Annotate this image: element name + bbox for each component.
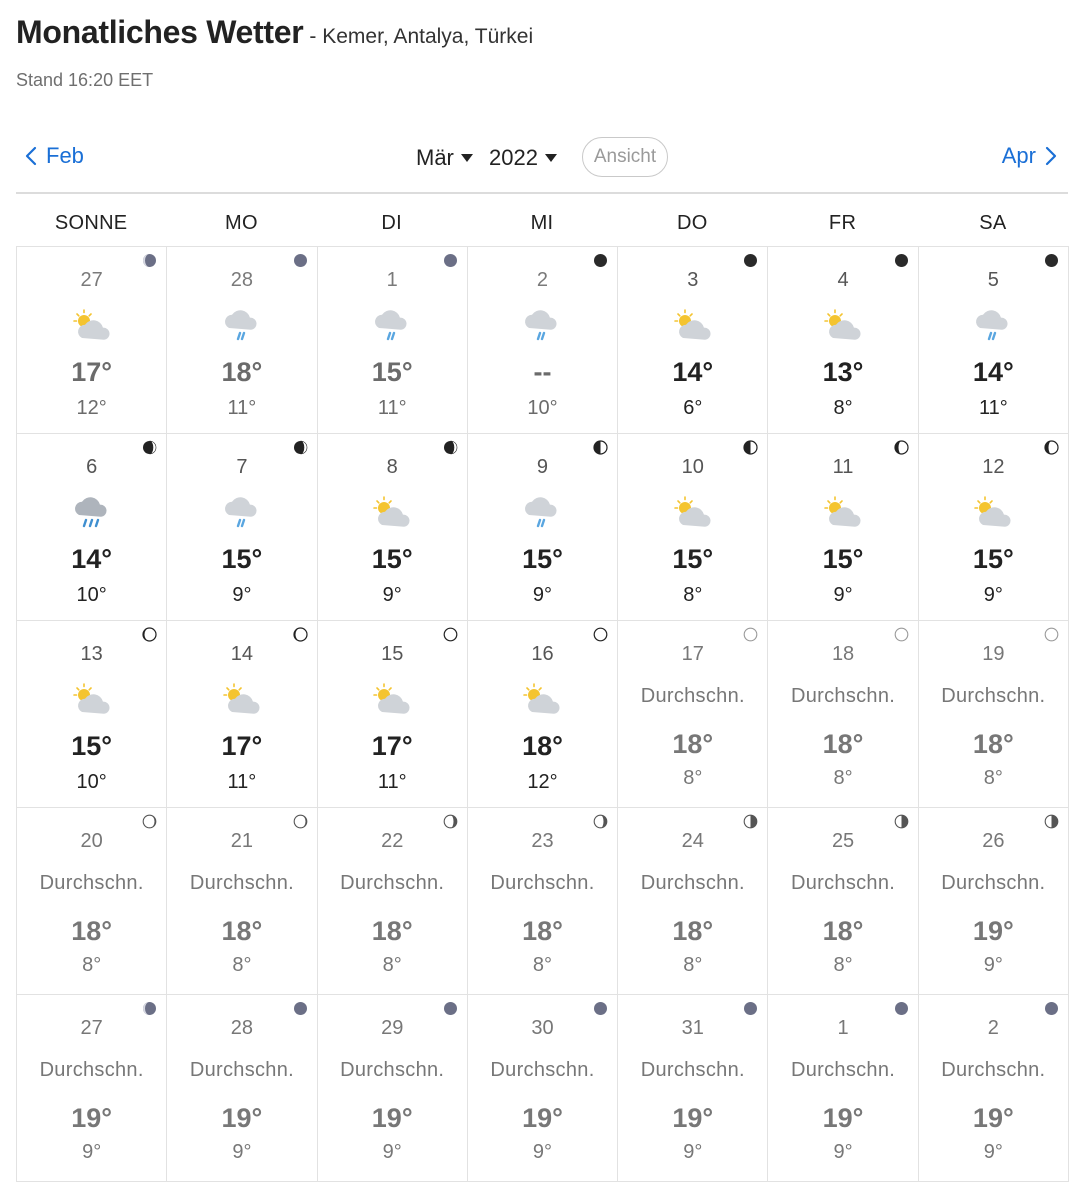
high-temp: 19° (972, 1103, 1014, 1133)
moon-phase-icon (142, 1001, 157, 1016)
low-temp: 8° (833, 397, 853, 419)
moon-phase-icon (293, 1001, 308, 1016)
moon-phase-icon (443, 814, 458, 829)
average-label: Durchschn. (490, 872, 595, 894)
day-number: 2 (987, 1017, 999, 1039)
low-temp: 9° (382, 584, 402, 606)
day-number: 1 (386, 269, 398, 291)
moon-phase-icon (1044, 814, 1059, 829)
page-header (16, 14, 533, 51)
high-temp: 18° (672, 916, 714, 946)
high-temp: 15° (822, 544, 864, 574)
day-number: 28 (230, 1017, 254, 1039)
prev-month-link[interactable] (22, 143, 84, 169)
moon-phase-icon (593, 253, 608, 268)
low-temp: 9° (833, 584, 853, 606)
moon-phase-icon (293, 627, 308, 642)
day-cell[interactable] (618, 247, 768, 434)
moon-phase-icon (443, 440, 458, 455)
day-number: 9 (536, 456, 549, 478)
day-cell[interactable] (468, 621, 618, 808)
low-temp: 9° (82, 1141, 102, 1163)
high-temp: 15° (371, 544, 413, 574)
moon-phase-icon (894, 814, 909, 829)
day-cell[interactable] (17, 247, 167, 434)
average-label: Durchschn. (340, 872, 445, 894)
low-temp: 8° (232, 954, 252, 976)
day-cell[interactable] (318, 621, 468, 808)
moon-phase-icon (443, 627, 458, 642)
high-temp: 18° (221, 916, 263, 946)
day-cell[interactable] (17, 621, 167, 808)
day-number: 24 (681, 830, 704, 852)
day-cell[interactable] (768, 995, 918, 1182)
low-temp: 9° (532, 584, 553, 606)
high-temp: 18° (822, 916, 864, 946)
high-temp: 18° (371, 916, 413, 946)
moon-phase-icon (894, 627, 909, 642)
low-temp: 10° (76, 771, 107, 793)
moon-phase-icon (743, 1001, 758, 1016)
high-temp: 14° (672, 357, 714, 387)
rain-icon (370, 307, 414, 345)
day-number: 21 (230, 830, 254, 852)
day-cell[interactable] (768, 434, 918, 621)
day-number: 31 (681, 1017, 704, 1039)
day-number: 7 (236, 456, 248, 478)
day-number: 14 (230, 643, 254, 665)
day-cell[interactable] (768, 808, 918, 995)
average-label: Durchschn. (39, 1059, 144, 1081)
low-temp: 9° (683, 1141, 703, 1163)
average-label: Durchschn. (640, 685, 745, 707)
caret-down-icon (460, 153, 474, 163)
day-cell[interactable] (919, 247, 1069, 434)
day-cell[interactable] (919, 621, 1069, 808)
low-temp: 9° (983, 584, 1003, 606)
low-temp: 8° (532, 954, 553, 976)
low-temp: 11° (377, 397, 407, 419)
average-label: Durchschn. (490, 1059, 595, 1081)
day-cell[interactable] (919, 808, 1069, 995)
rain-icon (971, 307, 1015, 345)
day-number: 30 (531, 1017, 554, 1039)
day-number: 17 (681, 643, 704, 665)
high-temp: 18° (672, 729, 714, 759)
low-temp: 11° (227, 771, 257, 793)
high-temp: 18° (822, 729, 864, 759)
moon-phase-icon (293, 253, 308, 268)
day-cell[interactable] (17, 995, 167, 1182)
high-temp: 19° (371, 1103, 413, 1133)
day-number: 27 (80, 1017, 103, 1039)
weekday-label: SA (979, 212, 1007, 234)
day-number: 5 (987, 269, 999, 291)
moon-phase-icon (293, 814, 308, 829)
low-temp: 9° (382, 1141, 402, 1163)
sun-cloud-icon (671, 307, 715, 345)
high-temp: 18° (71, 916, 113, 946)
low-temp: 8° (983, 767, 1003, 789)
moon-phase-icon (142, 814, 157, 829)
view-button[interactable]: Ansicht (582, 137, 668, 177)
sun-cloud-icon (671, 494, 715, 532)
day-number: 25 (831, 830, 855, 852)
year-select[interactable] (489, 145, 558, 171)
low-temp: 10° (527, 397, 558, 419)
day-cell[interactable] (468, 434, 618, 621)
low-temp: 10° (76, 584, 107, 606)
average-label: Durchschn. (941, 1059, 1046, 1081)
day-number: 10 (681, 456, 704, 478)
average-label: Durchschn. (790, 685, 896, 707)
high-temp: 19° (972, 916, 1014, 946)
sun-cloud-icon (370, 681, 414, 719)
day-cell[interactable] (618, 808, 768, 995)
low-temp: 11° (377, 771, 407, 793)
average-label: Durchschn. (790, 872, 896, 894)
next-month-label: Apr (1001, 143, 1036, 168)
day-cell[interactable] (468, 247, 618, 434)
sun-cloud-icon (520, 681, 564, 719)
caret-down-icon (544, 153, 558, 163)
low-temp: 12° (527, 771, 558, 793)
day-cell[interactable] (618, 995, 768, 1182)
weekday-label: SONNE (54, 212, 128, 234)
low-temp: 9° (232, 584, 252, 606)
day-number: 6 (86, 456, 98, 478)
low-temp: 8° (683, 767, 703, 789)
rain-icon (520, 494, 564, 532)
low-temp: 9° (833, 1141, 853, 1163)
moon-phase-icon (1044, 440, 1059, 455)
chevron-right-icon (1042, 145, 1060, 167)
sun-cloud-icon (971, 494, 1015, 532)
day-cell[interactable] (318, 434, 468, 621)
low-temp: 8° (382, 954, 402, 976)
moon-phase-icon (593, 440, 608, 455)
sun-cloud-icon (70, 681, 114, 719)
moon-phase-icon (743, 627, 758, 642)
low-temp: 12° (76, 397, 107, 419)
average-label: Durchschn. (340, 1059, 445, 1081)
day-cell[interactable] (167, 995, 317, 1182)
day-cell[interactable] (768, 247, 918, 434)
heavy-rain-icon (70, 494, 114, 532)
day-cell[interactable] (17, 808, 167, 995)
weekday-label: DI (381, 212, 402, 234)
prev-month-label: Feb (46, 143, 84, 168)
low-temp: 9° (532, 1141, 553, 1163)
moon-phase-icon (142, 253, 157, 268)
moon-phase-icon (1044, 627, 1059, 642)
moon-phase-icon (293, 440, 308, 455)
high-temp: 17° (221, 731, 263, 761)
sun-cloud-icon (370, 494, 414, 532)
day-number: 22 (381, 830, 404, 852)
low-temp: 8° (833, 767, 853, 789)
moon-phase-icon (142, 627, 157, 642)
high-temp: 15° (221, 544, 263, 574)
moon-phase-icon (743, 814, 758, 829)
high-temp: 19° (71, 1103, 113, 1133)
day-number: 28 (230, 269, 254, 291)
day-number: 23 (531, 830, 554, 852)
day-cell[interactable] (318, 808, 468, 995)
rain-icon (220, 494, 264, 532)
sun-cloud-icon (70, 307, 114, 345)
high-temp: 18° (522, 731, 563, 761)
moon-phase-icon (743, 253, 758, 268)
sun-cloud-icon (821, 494, 865, 532)
day-cell[interactable] (468, 808, 618, 995)
year-select-value: 2022 (489, 145, 538, 170)
day-number: 4 (837, 269, 849, 291)
average-label: Durchschn. (941, 872, 1046, 894)
high-temp: 17° (71, 357, 113, 387)
moon-phase-icon (894, 440, 909, 455)
day-number: 26 (982, 830, 1005, 852)
high-temp: 18° (972, 729, 1014, 759)
day-number: 29 (381, 1017, 404, 1039)
high-temp: 19° (221, 1103, 263, 1133)
low-temp: 8° (683, 954, 703, 976)
day-cell[interactable] (167, 808, 317, 995)
day-cell[interactable] (167, 247, 317, 434)
day-number: 27 (80, 269, 103, 291)
high-temp: 18° (221, 357, 263, 387)
day-cell[interactable] (618, 621, 768, 808)
day-cell[interactable] (468, 995, 618, 1182)
high-temp: -- (533, 357, 552, 387)
high-temp: 13° (822, 357, 864, 387)
low-temp: 9° (232, 1141, 252, 1163)
high-temp: 19° (672, 1103, 714, 1133)
weekday-label: MO (225, 212, 258, 234)
day-number: 3 (687, 269, 699, 291)
day-cell[interactable] (167, 621, 317, 808)
day-number: 18 (831, 643, 855, 665)
average-label: Durchschn. (941, 685, 1046, 707)
high-temp: 17° (371, 731, 413, 761)
high-temp: 19° (522, 1103, 563, 1133)
moon-phase-icon (593, 814, 608, 829)
sun-cloud-icon (220, 681, 264, 719)
day-number: 19 (982, 643, 1005, 665)
weekday-label: DO (676, 212, 708, 234)
average-label: Durchschn. (640, 872, 745, 894)
moon-phase-icon (1044, 253, 1059, 268)
day-cell[interactable] (919, 434, 1069, 621)
moon-phase-icon (894, 253, 909, 268)
low-temp: 8° (683, 584, 703, 606)
sun-cloud-icon (821, 307, 865, 345)
page-title: Monatliches Wetter (16, 14, 304, 50)
low-temp: 9° (983, 1141, 1003, 1163)
day-cell[interactable] (17, 434, 167, 621)
day-number: 1 (837, 1017, 849, 1039)
low-temp: 9° (983, 954, 1003, 976)
high-temp: 15° (522, 544, 563, 574)
high-temp: 18° (522, 916, 563, 946)
rain-icon (520, 307, 564, 345)
chevron-left-icon (22, 145, 40, 167)
day-number: 16 (531, 643, 554, 665)
high-temp: 14° (972, 357, 1014, 387)
day-number: 20 (80, 830, 103, 852)
day-number: 15 (381, 643, 404, 665)
average-label: Durchschn. (189, 872, 294, 894)
location-label: - Kemer, Antalya, Türkei (309, 25, 534, 48)
average-label: Durchschn. (640, 1059, 745, 1081)
moon-phase-icon (443, 253, 458, 268)
updated-time: Stand 16:20 EET (16, 70, 154, 90)
weekday-label: MI (530, 212, 554, 234)
moon-phase-icon (593, 1001, 608, 1016)
moon-phase-icon (443, 1001, 458, 1016)
month-select-value: Mär (416, 145, 454, 170)
day-number: 12 (982, 456, 1005, 478)
moon-phase-icon (593, 627, 608, 642)
low-temp: 8° (82, 954, 102, 976)
day-cell[interactable] (318, 247, 468, 434)
high-temp: 19° (822, 1103, 864, 1133)
low-temp: 8° (833, 954, 853, 976)
header-divider (16, 192, 1068, 194)
low-temp: 6° (683, 397, 703, 419)
high-temp: 15° (371, 357, 413, 387)
average-label: Durchschn. (189, 1059, 294, 1081)
moon-phase-icon (743, 440, 758, 455)
day-cell[interactable] (919, 995, 1069, 1182)
month-select[interactable] (416, 145, 474, 171)
high-temp: 14° (71, 544, 113, 574)
next-month-link[interactable] (1002, 143, 1060, 169)
day-cell[interactable] (167, 434, 317, 621)
day-number: 11 (832, 456, 854, 478)
average-label: Durchschn. (790, 1059, 896, 1081)
moon-phase-icon (1044, 1001, 1059, 1016)
day-number: 8 (386, 456, 398, 478)
calendar-grid (16, 246, 1069, 1182)
average-label: Durchschn. (39, 872, 144, 894)
moon-phase-icon (894, 1001, 909, 1016)
day-cell[interactable] (618, 434, 768, 621)
low-temp: 11° (978, 397, 1008, 419)
day-number: 13 (80, 643, 103, 665)
low-temp: 11° (227, 397, 257, 419)
day-cell[interactable] (768, 621, 918, 808)
weekday-header (16, 212, 1068, 235)
rain-icon (220, 307, 264, 345)
high-temp: 15° (71, 731, 113, 761)
moon-phase-icon (142, 440, 157, 455)
month-navigation (0, 135, 1086, 181)
day-cell[interactable] (318, 995, 468, 1182)
day-number: 2 (536, 269, 549, 291)
high-temp: 15° (972, 544, 1014, 574)
high-temp: 15° (672, 544, 714, 574)
weekday-label: FR (828, 212, 857, 234)
